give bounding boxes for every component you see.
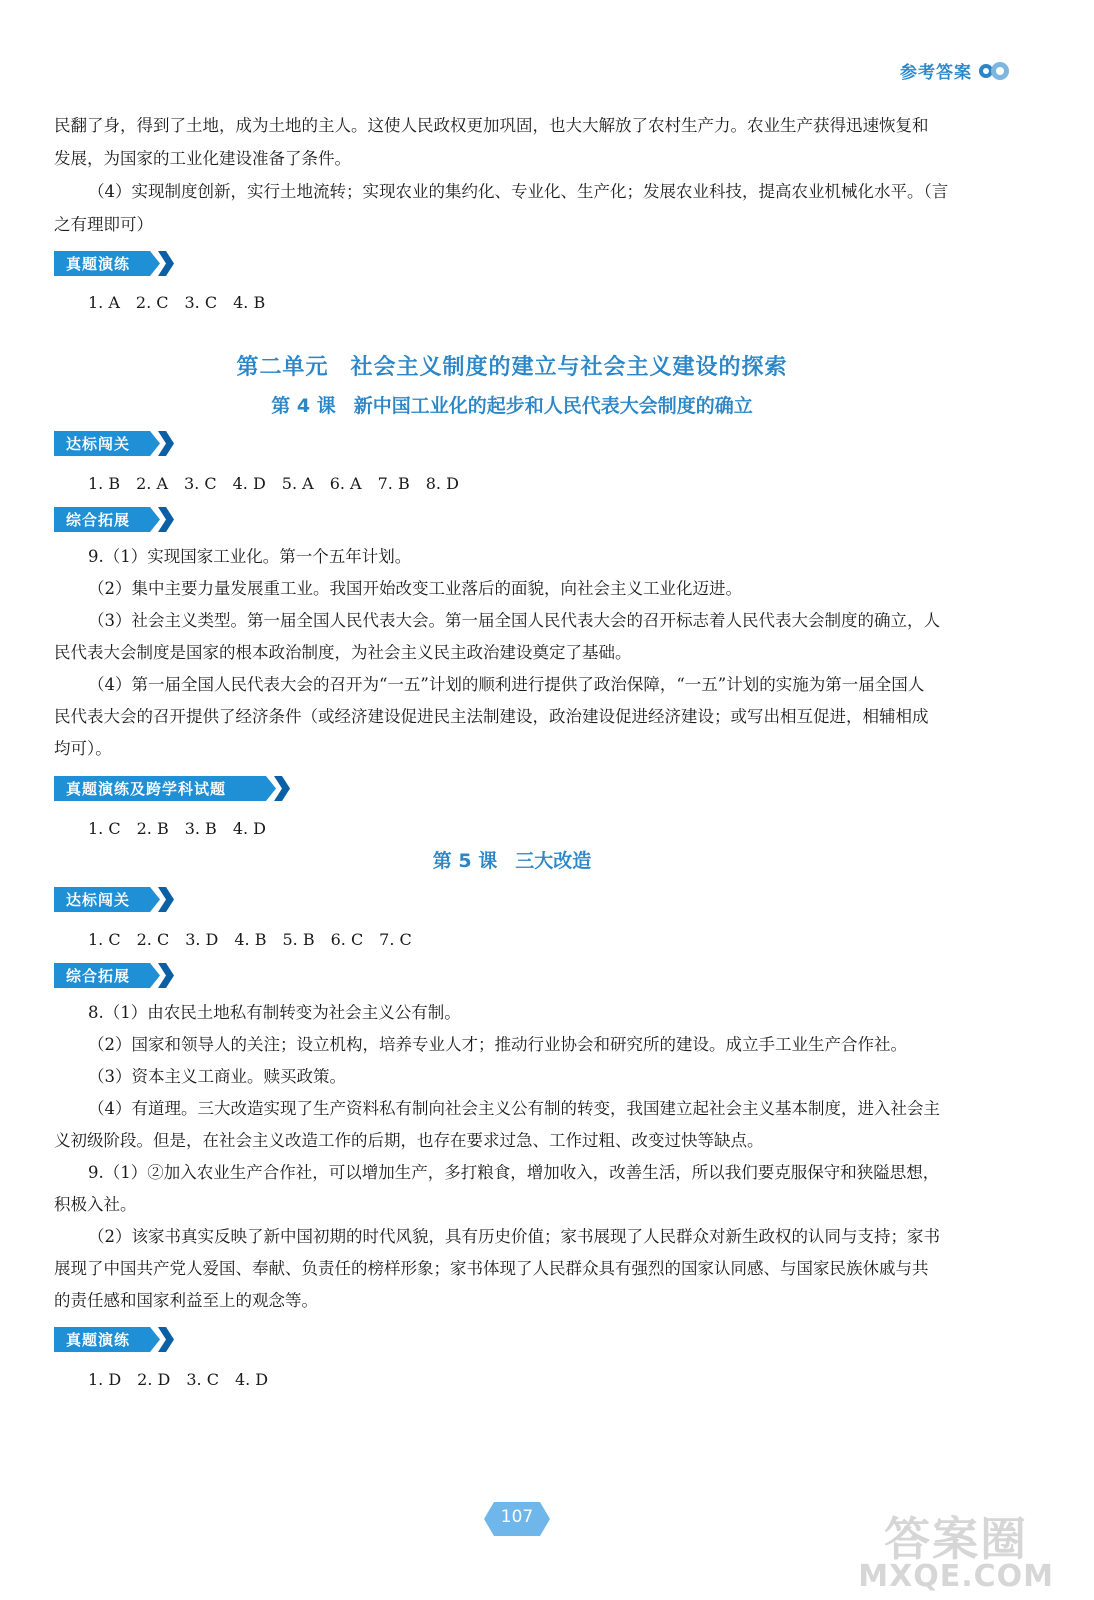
paragraph-line: （3）资本主义工商业。赎买政策。 <box>88 1067 346 1086</box>
lesson-4-title <box>0 391 1024 418</box>
section-tag-dabiao <box>54 887 174 912</box>
page-number: 107 <box>500 1507 534 1527</box>
answer-list: 1. C 2. C 3. D 4. B 5. B 6. C 7. C <box>88 930 412 949</box>
section-tag-label: 真题演练及跨学科试题 <box>66 780 227 798</box>
paragraph-line: （4）第一届全国人民代表大会的召开为“一五”计划的顺利进行提供了政治保障，“一五”计划的实施为第一届全国人 <box>88 675 925 694</box>
header-label: 参考答案 <box>900 63 972 83</box>
lesson-number: 第 4 课 <box>271 395 336 417</box>
paragraph-line: 义初级阶段。但是，在社会主义改造工作的后期，也存在要求过急、工作过粗、改变过快等缺点。 <box>54 1131 764 1150</box>
paragraph-line: （2）该家书真实反映了新中国初期的时代风貌，具有历史价值；家书展现了人民群众对新生政权的认同与支持；家书 <box>88 1227 940 1246</box>
lesson-name: 新中国工业化的起步和人民代表大会制度的确立 <box>353 395 753 417</box>
lesson-name: 三大改造 <box>515 850 592 872</box>
header-answer-tag <box>900 58 1012 83</box>
paragraph-line: 民代表大会的召开提供了经济条件（或经济建设促进民主法制建设，政治建设促进经济建设；或写出相互促进，相辅相成 <box>54 707 929 726</box>
paragraph-line: 9.（1）②加入农业生产合作社，可以增加生产，多打粮食，增加收入，改善生活，所以我们要克服保守和狭隘思想， <box>88 1163 940 1182</box>
page-number-badge <box>484 1502 550 1536</box>
section-tag-label: 真题演练 <box>66 1331 131 1349</box>
paragraph-line: 发展，为国家的工业化建设准备了条件。 <box>54 149 351 168</box>
paragraph-line: （2）集中主要力量发展重工业。我国开始改变工业落后的面貌，向社会主义工业化迈进。 <box>88 579 742 598</box>
paragraph-line: （2）国家和领导人的关注；设立机构，培养专业人才；推动行业协会和研究所的建设。成立手工业生产合作社。 <box>88 1035 907 1054</box>
answer-list: 1. A 2. C 3. C 4. B <box>88 293 266 312</box>
watermark-url: MXQE.COM <box>858 1559 1054 1594</box>
section-tag-label: 综合拓展 <box>66 967 131 985</box>
paragraph-line: （4）实现制度创新，实行土地流转；实现农业的集约化、专业化、生产化；发展农业科技，提高农业机械化水平。（言 <box>88 182 949 201</box>
section-tag-zonghe <box>54 507 174 532</box>
paragraph-line: 8.（1）由农民土地私有制转变为社会主义公有制。 <box>88 1003 461 1022</box>
section-tag-zhenti <box>54 1327 174 1352</box>
paragraph-line: 积极入社。 <box>54 1195 137 1214</box>
section-tag-label: 达标闯关 <box>66 891 131 909</box>
section-tag-label: 综合拓展 <box>66 511 131 529</box>
unit-number: 第二单元 <box>236 355 329 380</box>
paragraph-line: （3）社会主义类型。第一届全国人民代表大会。第一届全国人民代表大会的召开标志着人民代表大会制度的确立，人 <box>88 611 940 630</box>
answer-list: 1. C 2. B 3. B 4. D <box>88 819 266 838</box>
answer-list: 1. B 2. A 3. C 4. D 5. A 6. A 7. B 8. D <box>88 474 459 493</box>
section-tag-zhenti <box>54 251 174 276</box>
paragraph-line: 民翻了身，得到了土地，成为土地的主人。这使人民政权更加巩固，也大大解放了农村生产力。农业生产获得迅速恢复和 <box>54 116 929 135</box>
paragraph-line: 9.（1）实现国家工业化。第一个五年计划。 <box>88 547 412 566</box>
paragraph-line: 展现了中国共产党人爱国、奉献、负责任的榜样形象；家书体现了人民群众具有强烈的国家认同感、与国家民族休戚与共 <box>54 1259 929 1278</box>
section-tag-label: 达标闯关 <box>66 435 131 453</box>
paragraph-line: （4）有道理。三大改造实现了生产资料私有制向社会主义公有制的转变，我国建立起社会主义基本制度，进入社会主 <box>88 1099 940 1118</box>
unit-title <box>0 350 1024 381</box>
paragraph-line: 的责任感和国家利益至上的观念等。 <box>54 1291 318 1310</box>
lesson-number: 第 5 课 <box>432 850 498 872</box>
section-tag-label: 真题演练 <box>66 255 131 273</box>
section-tag-dabiao <box>54 431 174 456</box>
section-tag-zonghe <box>54 963 174 988</box>
paragraph-line: 民代表大会制度是国家的根本政治制度，为社会主义民主政治建设奠定了基础。 <box>54 643 632 662</box>
gear-cluster-icon <box>978 60 1012 82</box>
answer-list: 1. D 2. D 3. C 4. D <box>88 1370 269 1389</box>
watermark <box>858 1512 1054 1594</box>
section-tag-zhenti-kuaxueke <box>54 776 290 801</box>
paragraph-line: 之有理即可） <box>54 215 153 234</box>
lesson-5-title <box>0 846 1024 873</box>
unit-name: 社会主义制度的建立与社会主义建设的探索 <box>350 355 788 380</box>
watermark-logo-text: 答案圈 <box>884 1512 1029 1566</box>
paragraph-line: 均可）。 <box>54 739 112 758</box>
